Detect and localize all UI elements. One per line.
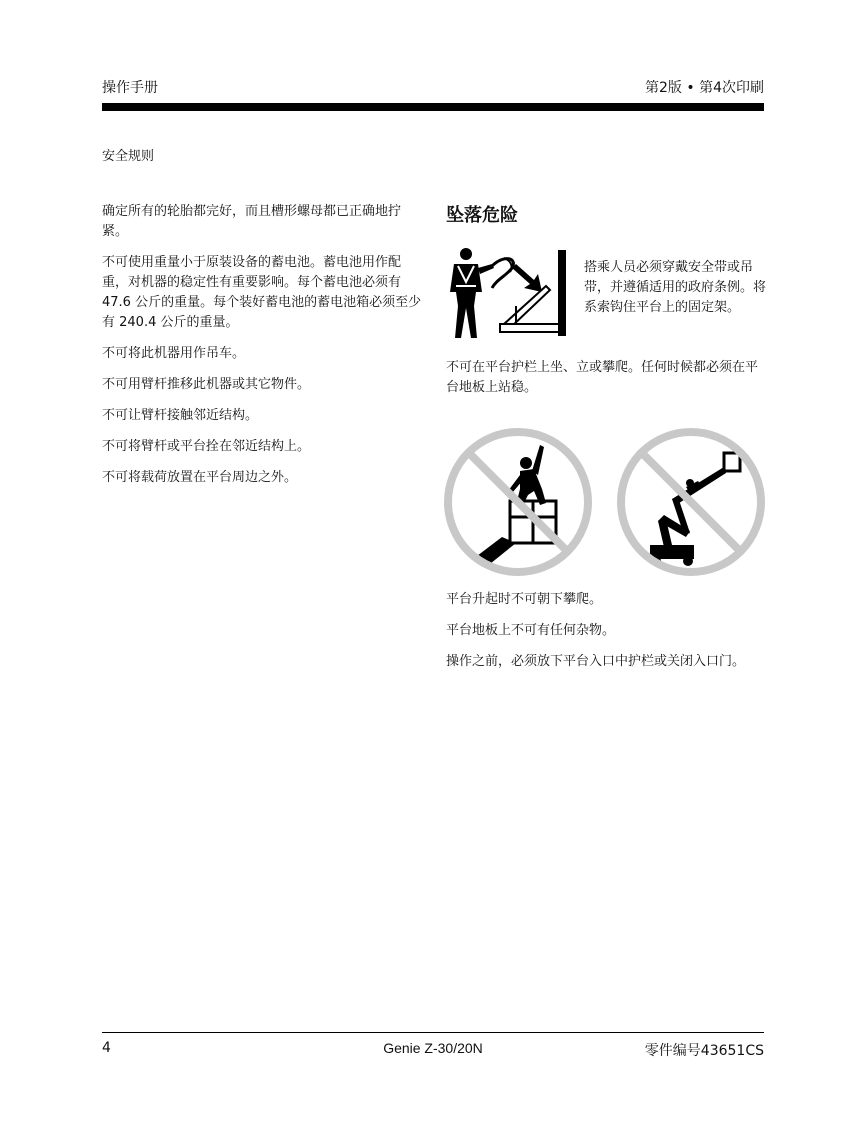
safety-harness-icon [446,246,572,340]
header-rule [102,103,764,111]
rule-paragraph: 不可将臂杆或平台拴在邻近结构上。 [102,439,311,454]
part-number: 零件编号43651CS [644,1043,764,1059]
rule-paragraph: 不可将此机器用作吊车。 [102,346,246,361]
left-column [102,202,422,499]
rule-paragraph: 操作之前，必须放下平台入口中护栏或关闭入口门。 [446,654,746,669]
rule-paragraph: 不可用臂杆推移此机器或其它物件。 [102,377,311,392]
bottom-rules [446,590,776,683]
model-name: Genie Z-30/20N [383,1040,483,1056]
fall-hazard-title: 坠落危险 [446,205,518,226]
rule-paragraph: 不可将载荷放置在平台周边之外。 [102,470,298,485]
rule-paragraph: 平台地板上不可有任何杂物。 [446,623,616,638]
no-climbing-boom-icon [614,425,768,580]
page-number: 4 [102,1040,111,1056]
no-climbing-rail-icon [442,425,594,580]
header-edition: 第2版 • 第4次印刷 [645,80,764,96]
rule-paragraph: 确定所有的轮胎都完好，而且槽形螺母都已正确地拧紧。 [102,204,402,239]
section-label: 安全规则 [102,149,155,164]
footer-rule [102,1032,764,1033]
harness-instruction: 搭乘人员必须穿戴安全带或吊带，并遵循适用的政府条例。将系索钩住平台上的固定架。 [584,260,767,315]
rule-paragraph: 平台升起时不可朝下攀爬。 [446,592,603,607]
rail-instruction: 不可在平台护栏上坐、立或攀爬。任何时候都必须在平台地板上站稳。 [446,360,759,395]
header-title: 操作手册 [102,80,158,96]
rule-paragraph: 不可使用重量小于原装设备的蓄电池。蓄电池用作配重，对机器的稳定性有重要影响。每个蓄电池必须有 47.6 公斤的重量。每个装好蓄电池的蓄电池箱必须至少有 240.4 公斤的重量。 [102,255,422,330]
rule-paragraph: 不可让臂杆接触邻近结构。 [102,408,259,423]
